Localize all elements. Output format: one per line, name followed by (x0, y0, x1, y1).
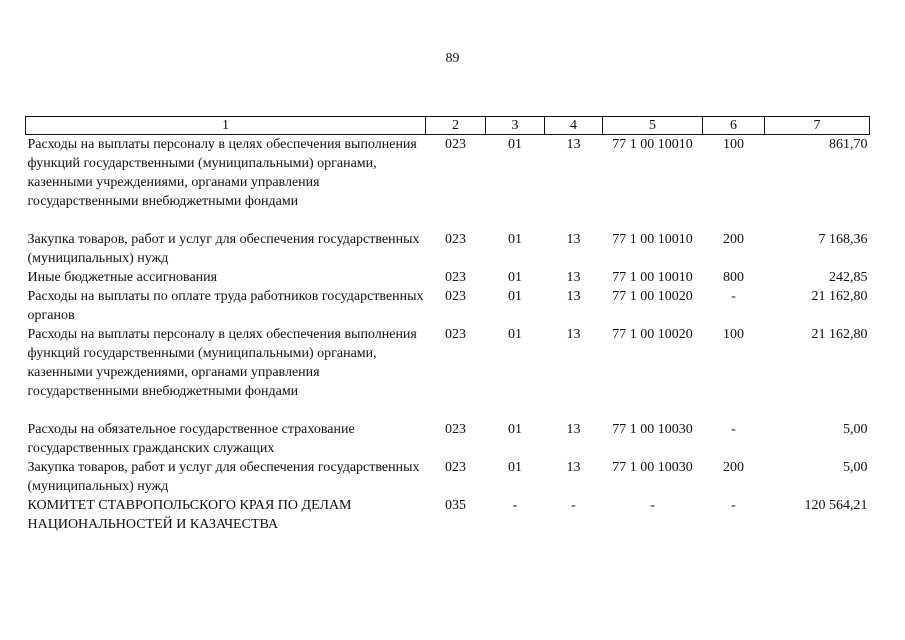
table-row (26, 135, 870, 231)
row-expense-kind: - (731, 422, 736, 437)
row-subsection-code: 13 (566, 137, 581, 152)
row-subsection-code: 13 (566, 289, 581, 304)
row-expense-kind: - (731, 289, 736, 304)
row-amount: 242,85 (829, 270, 868, 285)
row-amount: 21 162,80 (811, 327, 868, 342)
row-amount: 21 162,80 (811, 289, 868, 304)
table-row (26, 420, 870, 458)
row-ministry-code: 023 (445, 460, 466, 475)
row-expense-kind: - (731, 498, 736, 513)
row-section-code: 01 (508, 327, 522, 342)
table-header (26, 117, 870, 135)
header-col-4: 4 (545, 117, 603, 135)
row-section-code: 01 (508, 422, 522, 437)
row-name: Расходы на выплаты по оплате труда работников государственных органов (27, 289, 424, 323)
row-expense-kind: 100 (723, 327, 744, 342)
row-expense-kind: 200 (723, 460, 744, 475)
row-amount: 861,70 (829, 137, 868, 152)
header-col-2: 2 (426, 117, 486, 135)
row-section-code: 01 (508, 232, 522, 247)
row-subsection-code: 13 (566, 327, 581, 342)
row-amount: 5,00 (843, 422, 868, 437)
row-target-code: 77 1 00 10030 (612, 460, 693, 475)
row-subsection-code: 13 (566, 270, 581, 285)
header-row (26, 117, 870, 135)
table-row (26, 458, 870, 496)
row-name: Закупка товаров, работ и услуг для обеспечения государственных (муниципальных) нужд (27, 232, 420, 266)
row-target-code: 77 1 00 10010 (612, 270, 693, 285)
header-col-1: 1 (26, 117, 426, 135)
row-target-code: 77 1 00 10020 (612, 327, 693, 342)
table-row (26, 287, 870, 325)
row-section-code: 01 (508, 137, 522, 152)
row-section-code: - (512, 498, 518, 513)
row-expense-kind: 100 (723, 137, 744, 152)
page-number: 89 (445, 51, 460, 66)
table-row (26, 268, 870, 287)
row-ministry-code: 023 (445, 270, 466, 285)
header-col-7: 7 (765, 117, 870, 135)
row-target-code: 77 1 00 10010 (612, 137, 693, 152)
row-ministry-code: 023 (445, 137, 466, 152)
row-amount: 7 168,36 (818, 232, 868, 247)
row-name: Иные бюджетные ассигнования (27, 270, 218, 285)
row-section-code: 01 (508, 270, 522, 285)
row-ministry-code: 023 (445, 327, 466, 342)
row-expense-kind: 200 (723, 232, 744, 247)
row-target-code: 77 1 00 10030 (612, 422, 693, 437)
row-ministry-code: 023 (445, 232, 466, 247)
budget-table (25, 116, 870, 534)
row-section-code: 01 (508, 289, 522, 304)
row-name: Расходы на обязательное государственное страхование государственных гражданских служащих (27, 422, 355, 456)
table-body (26, 135, 870, 535)
row-subsection-code: - (571, 498, 576, 513)
header-col-5: 5 (603, 117, 703, 135)
row-ministry-code: 023 (445, 289, 466, 304)
row-target-code: 77 1 00 10020 (612, 289, 693, 304)
header-col-6: 6 (703, 117, 765, 135)
row-target-code: 77 1 00 10010 (612, 232, 693, 247)
row-subsection-code: 13 (566, 460, 581, 475)
row-name: Закупка товаров, работ и услуг для обеспечения государственных (муниципальных) нужд (27, 460, 420, 494)
header-col-3: 3 (486, 117, 545, 135)
row-ministry-code: 035 (445, 498, 466, 513)
row-amount: 5,00 (843, 460, 868, 475)
row-subsection-code: 13 (566, 232, 581, 247)
table-row (26, 496, 870, 534)
row-ministry-code: 023 (445, 422, 466, 437)
row-name: КОМИТЕТ СТАВРОПОЛЬСКОГО КРАЯ ПО ДЕЛАМ НАЦИОНАЛЬНОСТЕЙ И КАЗАЧЕСТВА (27, 498, 352, 532)
table-row (26, 230, 870, 268)
row-name: Расходы на выплаты персоналу в целях обеспечения выполнения функций государственными (муниципальными) органами, казенными учреждениями, органами управления государственными внебюджетными фондами (27, 137, 417, 209)
row-target-code: - (650, 498, 655, 513)
table-row (26, 325, 870, 420)
row-subsection-code: 13 (566, 422, 581, 437)
row-section-code: 01 (508, 460, 522, 475)
row-expense-kind: 800 (723, 270, 744, 285)
row-name: Расходы на выплаты персоналу в целях обеспечения выполнения функций государственными (муниципальными) органами, казенными учреждениями, органами управления государственными внебюджетными фондами (27, 327, 417, 399)
row-amount: 120 564,21 (804, 498, 868, 513)
